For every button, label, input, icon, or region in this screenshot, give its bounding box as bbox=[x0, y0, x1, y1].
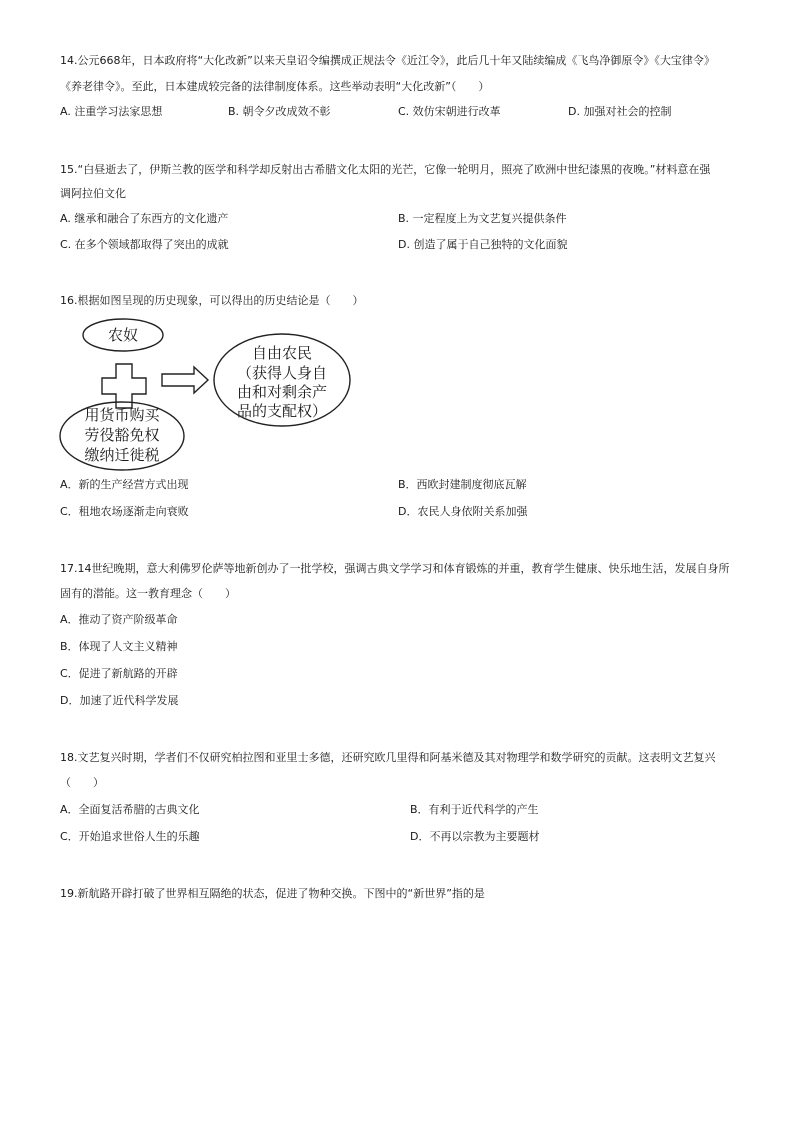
q15-option-d: D. 创造了属于自己独特的文化面貌 bbox=[398, 238, 568, 251]
q16-option-c: C．租地农场逐渐走向衰败 bbox=[60, 505, 189, 518]
q17-option-c: C．促进了新航路的开辟 bbox=[60, 667, 178, 680]
q18-option-d: D．不再以宗教为主要题材 bbox=[410, 830, 540, 843]
arrow-right-icon bbox=[162, 367, 208, 393]
q17-option-d: D．加速了近代科学发展 bbox=[60, 694, 179, 707]
q17-option-a: A．推动了资产阶级革命 bbox=[60, 613, 178, 626]
q14-option-b: B. 朝令夕改成效不彰 bbox=[228, 105, 331, 118]
payment-label-line2: 劳役豁免权 bbox=[84, 426, 160, 444]
q17-option-b: B．体现了人文主义精神 bbox=[60, 640, 178, 653]
q15-stem-line2: 调阿拉伯文化 bbox=[60, 187, 126, 200]
q18-option-a: A．全面复活希腊的古典文化 bbox=[60, 803, 200, 816]
q14-stem-line1: 14.公元668年，日本政府将“大化改新”以来天皇诏令编撰成正规法令《近江令》，此后几十年又陆续编成《飞鸟净御原令》《大宝律令》 bbox=[60, 54, 715, 67]
q14-option-a: A. 注重学习法家思想 bbox=[60, 105, 163, 118]
q18-stem-line1: 18.文艺复兴时期，学者们不仅研究柏拉图和亚里士多德，还研究欧几里得和阿基米德及其对物理学和数学研究的贡献。这表明文艺复兴 bbox=[60, 751, 716, 764]
q14-stem-line2: 《养老律令》。至此，日本建成较完备的法律制度体系。这些举动表明“大化改新”（ ） bbox=[60, 80, 490, 93]
q16-option-d: D．农民人身依附关系加强 bbox=[398, 505, 528, 518]
q16-option-b: B．西欧封建制度彻底瓦解 bbox=[398, 478, 527, 491]
q18-option-b: B．有利于近代科学的产生 bbox=[410, 803, 539, 816]
q16-option-a: A．新的生产经营方式出现 bbox=[60, 478, 189, 491]
payment-label-line3: 缴纳迁徙税 bbox=[84, 446, 160, 464]
free-peasant-label-line2: （获得人身自 bbox=[236, 364, 328, 382]
q15-option-a: A. 继承和融合了东西方的文化遗产 bbox=[60, 212, 229, 225]
serf-to-free-peasant-diagram bbox=[58, 316, 358, 472]
free-peasant-label-line4: 品的支配权） bbox=[236, 402, 328, 420]
q15-stem-line1: 15.“白昼逝去了，伊斯兰教的医学和科学却反射出古希腊文化太阳的光芒，它像一轮明月，照亮了欧洲中世纪漆黑的夜晚。”材料意在强 bbox=[60, 163, 711, 176]
q16-stem: 16.根据如图呈现的历史现象，可以得出的历史结论是（ ） bbox=[60, 294, 364, 307]
q15-option-c: C. 在多个领域都取得了突出的成就 bbox=[60, 238, 229, 251]
q18-stem-line2: （ ） bbox=[60, 776, 104, 789]
q14-option-c: C. 效仿宋朝进行改革 bbox=[398, 105, 501, 118]
q18-option-c: C．开始追求世俗人生的乐趣 bbox=[60, 830, 200, 843]
q19-stem: 19.新航路开辟打破了世界相互隔绝的状态，促进了物种交换。下图中的“新世界”指的是 bbox=[60, 887, 485, 900]
free-peasant-label-line3: 由和对剩余产 bbox=[236, 383, 328, 401]
free-peasant-label-line1: 自由农民 bbox=[251, 344, 313, 362]
payment-label-line1: 用货币购买 bbox=[84, 406, 160, 424]
q17-stem-line1: 17.14世纪晚期，意大利佛罗伦萨等地新创办了一批学校，强调古典文学学习和体育锻炼的并重，教育学生健康、快乐地生活，发展自身所 bbox=[60, 562, 730, 575]
q17-stem-line2: 固有的潜能。这一教育理念（ ） bbox=[60, 587, 236, 600]
serf-label: 农奴 bbox=[107, 326, 139, 344]
q15-option-b: B. 一定程度上为文艺复兴提供条件 bbox=[398, 212, 567, 225]
q14-option-d: D. 加强对社会的控制 bbox=[568, 105, 672, 118]
